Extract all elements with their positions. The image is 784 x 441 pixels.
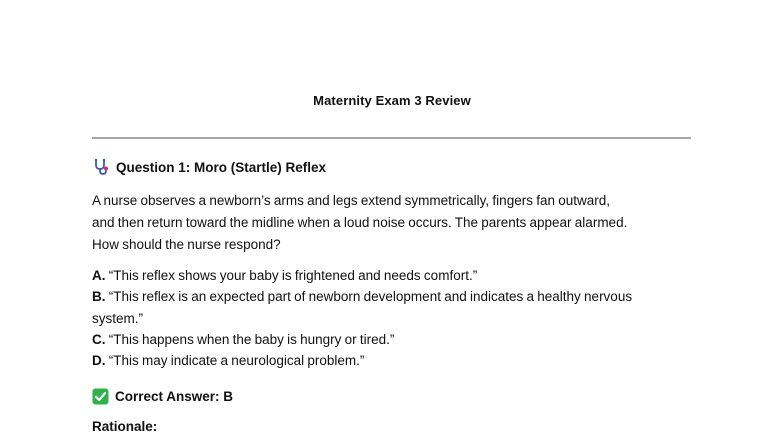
option-letter: A. xyxy=(92,268,106,283)
question-heading-text: Question 1: Moro (Startle) Reflex xyxy=(116,159,327,175)
option-b-continued: system.” xyxy=(92,310,144,326)
option-b xyxy=(92,286,702,307)
answer-options xyxy=(92,265,702,371)
check-mark-button-icon xyxy=(92,388,109,405)
option-text: “This reflex shows your baby is frightened and needs comfort.” xyxy=(108,268,478,283)
correct-answer xyxy=(92,386,233,406)
stethoscope-icon xyxy=(92,158,110,176)
option-letter: B. xyxy=(92,289,106,305)
correct-answer-text: Correct Answer: B xyxy=(115,388,234,404)
question-stem xyxy=(92,190,702,256)
stem-line: A nurse observes a newborn’s arms and legs extend symmetrically, fingers fan outward, xyxy=(92,193,611,208)
option-letter: C. xyxy=(92,331,106,347)
option-letter: D. xyxy=(92,353,106,369)
option-d xyxy=(92,350,702,371)
stem-line: How should the nurse respond? xyxy=(92,237,281,252)
option-c xyxy=(92,329,702,350)
rationale-heading: Rationale: xyxy=(92,419,158,434)
stem-line: and then return toward the midline when a loud noise occurs. The parents appear alarmed. xyxy=(92,215,628,230)
option-text: “This may indicate a neurological problem.” xyxy=(108,353,365,369)
option-text: “This happens when the baby is hungry or tired.” xyxy=(108,331,395,347)
document-title: Maternity Exam 3 Review xyxy=(313,93,471,108)
option-a xyxy=(92,265,702,286)
option-text: “This reflex is an expected part of newborn development and indicates a healthy nervous xyxy=(108,289,633,305)
divider-line xyxy=(92,137,691,139)
question-heading xyxy=(92,157,326,177)
